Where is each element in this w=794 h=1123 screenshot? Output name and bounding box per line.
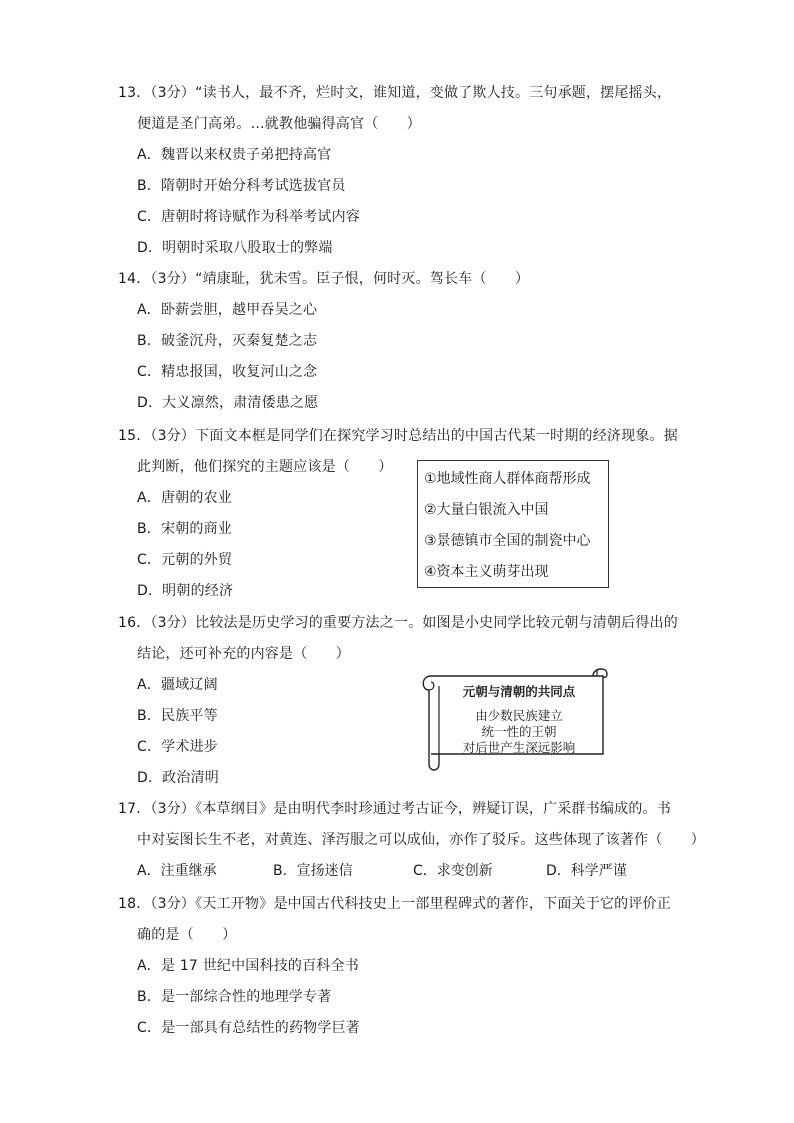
textbox-item-1: ①地域性商人群体商帮形成 [424,471,591,487]
q17-option-d[interactable]: D．科学严谨 [546,863,627,879]
q15-option-b[interactable]: B．宋朝的商业 [137,521,233,537]
q16-stem-line1: 16．（3分）比较法是历史学习的重要方法之一。如图是小史同学比较元朝与清朝后得出的 [118,615,678,631]
q13-option-b[interactable]: B．隋朝时开始分科考试选拔官员 [137,178,346,194]
q17-option-b[interactable]: B．宣扬迷信 [273,863,353,879]
q16-option-b[interactable]: B．民族平等 [137,708,218,724]
q14-stem-line1: 14．（3分）“靖康耻，犹未雪。臣子恨，何时灭。驾长车（ ） [118,271,530,287]
q16-stem-line2: 结论，还可补充的内容是（ ） [137,646,350,662]
q14-option-d[interactable]: D．大义凛然，肃清倭患之愿 [137,395,319,411]
q13-option-d[interactable]: D．明朝时采取八股取士的弊端 [137,240,333,256]
q17-stem-line2: 中对妄图长生不老，对黄连、泽泻服之可以成仙，亦作了驳斥。这些体现了该著作（ ） [137,832,705,848]
q16-option-a[interactable]: A．疆域辽阔 [137,677,218,693]
q14-option-c[interactable]: C．精忠报国，收复河山之念 [137,364,318,380]
q16-option-d[interactable]: D．政治清明 [137,770,219,786]
q16-option-c[interactable]: C．学术进步 [137,739,218,755]
q15-option-c[interactable]: C．元朝的外贸 [137,552,233,568]
q15-stem-line1: 15．（3分）下面文本框是同学们在探究学习时总结出的中国古代某一时期的经济现象。据 [118,428,678,444]
textbox-item-3: ③景德镇市全国的制瓷中心 [424,533,591,549]
q13-option-a[interactable]: A．魏晋以来权贵子弟把持高官 [137,147,332,163]
scroll-title: 元朝与清朝的共同点 [462,684,576,699]
q17-option-c[interactable]: C．求变创新 [413,863,493,879]
q13-stem-line2: 便道是圣门高弟。…就教他骗得高官（ ） [137,116,421,132]
q13-option-c[interactable]: C．唐朝时将诗赋作为科举考试内容 [137,209,360,225]
q14-option-a[interactable]: A．卧薪尝胆，越甲吞吴之心 [137,302,318,318]
q13-stem-line1: 13．（3分）“读书人，最不齐，烂时文，谁知道，变做了欺人技。三句承题，摆尾摇头， [118,85,672,101]
textbox-item-2: ②大量白银流入中国 [424,502,549,518]
q15-option-a[interactable]: A．唐朝的农业 [137,490,232,506]
q15-stem-line2: 此判断，他们探究的主题应该是（ ） [137,459,393,475]
economic-phenomena-textbox [417,460,609,588]
q15-option-d[interactable]: D．明朝的经济 [137,583,234,599]
q17-stem-line1: 17．（3分）《本草纲目》是由明代李时珍通过考古证今，辨疑订误，广采群书编成的。书 [118,801,671,817]
comparison-scroll-figure [417,664,613,772]
q18-option-b[interactable]: B．是一部综合性的地理学专著 [137,989,332,1005]
scroll-line-2: 统一性的王朝 [481,724,557,739]
q14-option-b[interactable]: B．破釜沉舟，灭秦复楚之志 [137,333,318,349]
scroll-line-3: 对后世产生深远影响 [462,740,576,755]
scroll-line-1: 由少数民族建立 [475,708,563,723]
textbox-item-4: ④资本主义萌芽出现 [424,564,549,580]
q18-option-c[interactable]: C．是一部具有总结性的药物学巨著 [137,1020,360,1036]
q18-option-a[interactable]: A．是 17 世纪中国科技的百科全书 [137,958,359,974]
q18-stem-line1: 18．（3分）《天工开物》是中国古代科技史上一部里程碑式的著作，下面关于它的评价正 [118,896,671,912]
q17-option-a[interactable]: A．注重继承 [137,863,217,879]
q18-stem-line2: 确的是（ ） [137,927,237,943]
